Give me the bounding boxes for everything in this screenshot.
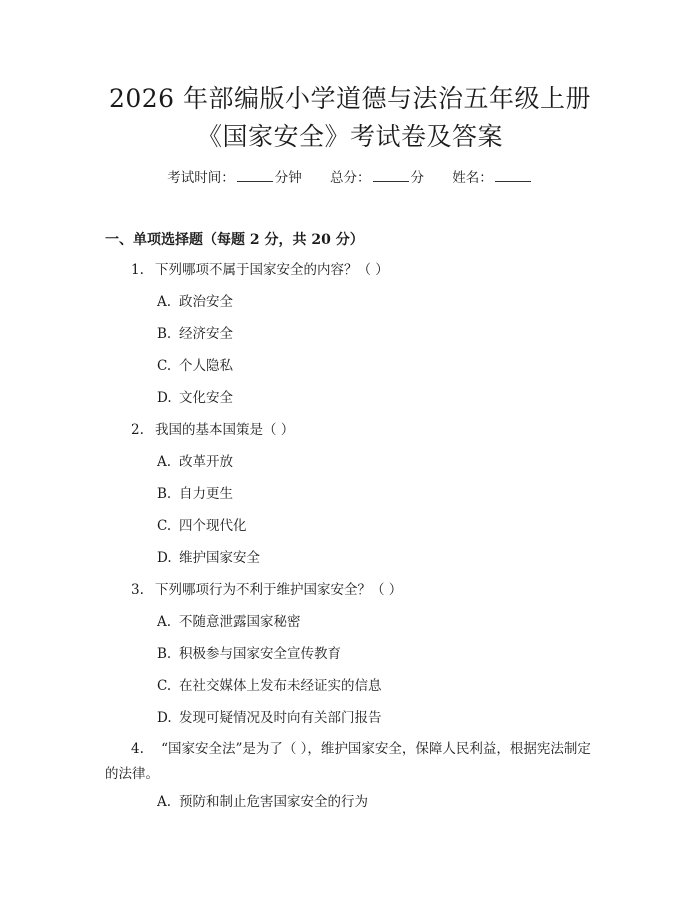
question-3-option-a <box>157 612 301 632</box>
document-title-line-2: 《国家安全》考试卷及答案 <box>196 122 503 151</box>
option-text: 政治安全 <box>179 294 233 310</box>
option-text: 改革开放 <box>179 454 233 470</box>
question-3-option-c <box>157 676 382 696</box>
option-letter: B. <box>157 646 172 662</box>
option-text: 四个现代化 <box>179 518 247 534</box>
option-text: 积极参与国家安全宣传教育 <box>179 646 341 662</box>
question-4 <box>105 737 600 787</box>
option-text: 个人隐私 <box>179 358 233 374</box>
question-3-option-b <box>157 644 341 664</box>
option-text: 维护国家安全 <box>179 550 260 566</box>
exam-time-label: 考试时间： <box>167 170 235 186</box>
question-2-option-a <box>157 452 233 472</box>
student-name-field <box>452 168 533 188</box>
question-text: “国家安全法”是为了（ ），维护国家安全，保障人民利益，根据宪法制定的法律。 <box>105 741 591 782</box>
total-score-label: 总分： <box>330 170 371 186</box>
option-letter: A. <box>157 794 172 810</box>
total-score-blank <box>373 169 409 182</box>
question-number: 2. <box>131 422 144 438</box>
question-2-option-c <box>157 516 247 536</box>
section-heading-single-choice: 一、单项选择题（每题 2 分，共 20 分） <box>105 232 364 248</box>
question-3-option-d <box>157 708 382 728</box>
question-text: 我国的基本国策是（ ） <box>155 422 295 438</box>
total-score-unit: 分 <box>410 170 424 186</box>
question-4-option-a <box>157 792 368 812</box>
question-1-option-d <box>157 388 233 408</box>
option-letter: C. <box>157 678 172 694</box>
question-1 <box>131 260 389 280</box>
exam-time-unit: 分钟 <box>274 170 302 186</box>
option-letter: D. <box>157 390 172 406</box>
question-1-option-a <box>157 292 233 312</box>
question-3 <box>131 580 402 600</box>
option-letter: A. <box>157 294 172 310</box>
question-2-option-d <box>157 548 260 568</box>
document-title-line-1: 2026 年部编版小学道德与法治五年级上册 <box>108 84 592 113</box>
option-letter: A. <box>157 454 172 470</box>
exam-meta-row <box>0 168 700 188</box>
option-text: 经济安全 <box>179 326 233 342</box>
question-1-option-b <box>157 324 233 344</box>
exam-time-field <box>167 168 302 188</box>
option-letter: C. <box>157 518 172 534</box>
option-text: 在社交媒体上发布未经证实的信息 <box>179 678 382 694</box>
option-text: 预防和制止危害国家安全的行为 <box>179 794 368 810</box>
exam-time-blank <box>237 169 273 182</box>
question-2 <box>131 420 294 440</box>
student-name-label: 姓名： <box>452 170 493 186</box>
option-text: 不随意泄露国家秘密 <box>179 614 301 630</box>
option-letter: A. <box>157 614 172 630</box>
option-letter: D. <box>157 550 172 566</box>
option-letter: B. <box>157 326 172 342</box>
question-text: 下列哪项行为不利于维护国家安全？（ ） <box>155 582 403 598</box>
question-1-option-c <box>157 356 233 376</box>
question-number: 1. <box>131 262 144 278</box>
question-number: 3. <box>131 582 144 598</box>
total-score-field <box>330 168 424 188</box>
option-letter: D. <box>157 710 172 726</box>
question-number: 4. <box>131 741 144 757</box>
option-text: 文化安全 <box>179 390 233 406</box>
option-letter: C. <box>157 358 172 374</box>
option-text: 自力更生 <box>179 486 233 502</box>
question-2-option-b <box>157 484 233 504</box>
student-name-blank <box>495 169 531 182</box>
option-letter: B. <box>157 486 172 502</box>
option-text: 发现可疑情况及时向有关部门报告 <box>179 710 382 726</box>
question-text: 下列哪项不属于国家安全的内容？（ ） <box>155 262 389 278</box>
